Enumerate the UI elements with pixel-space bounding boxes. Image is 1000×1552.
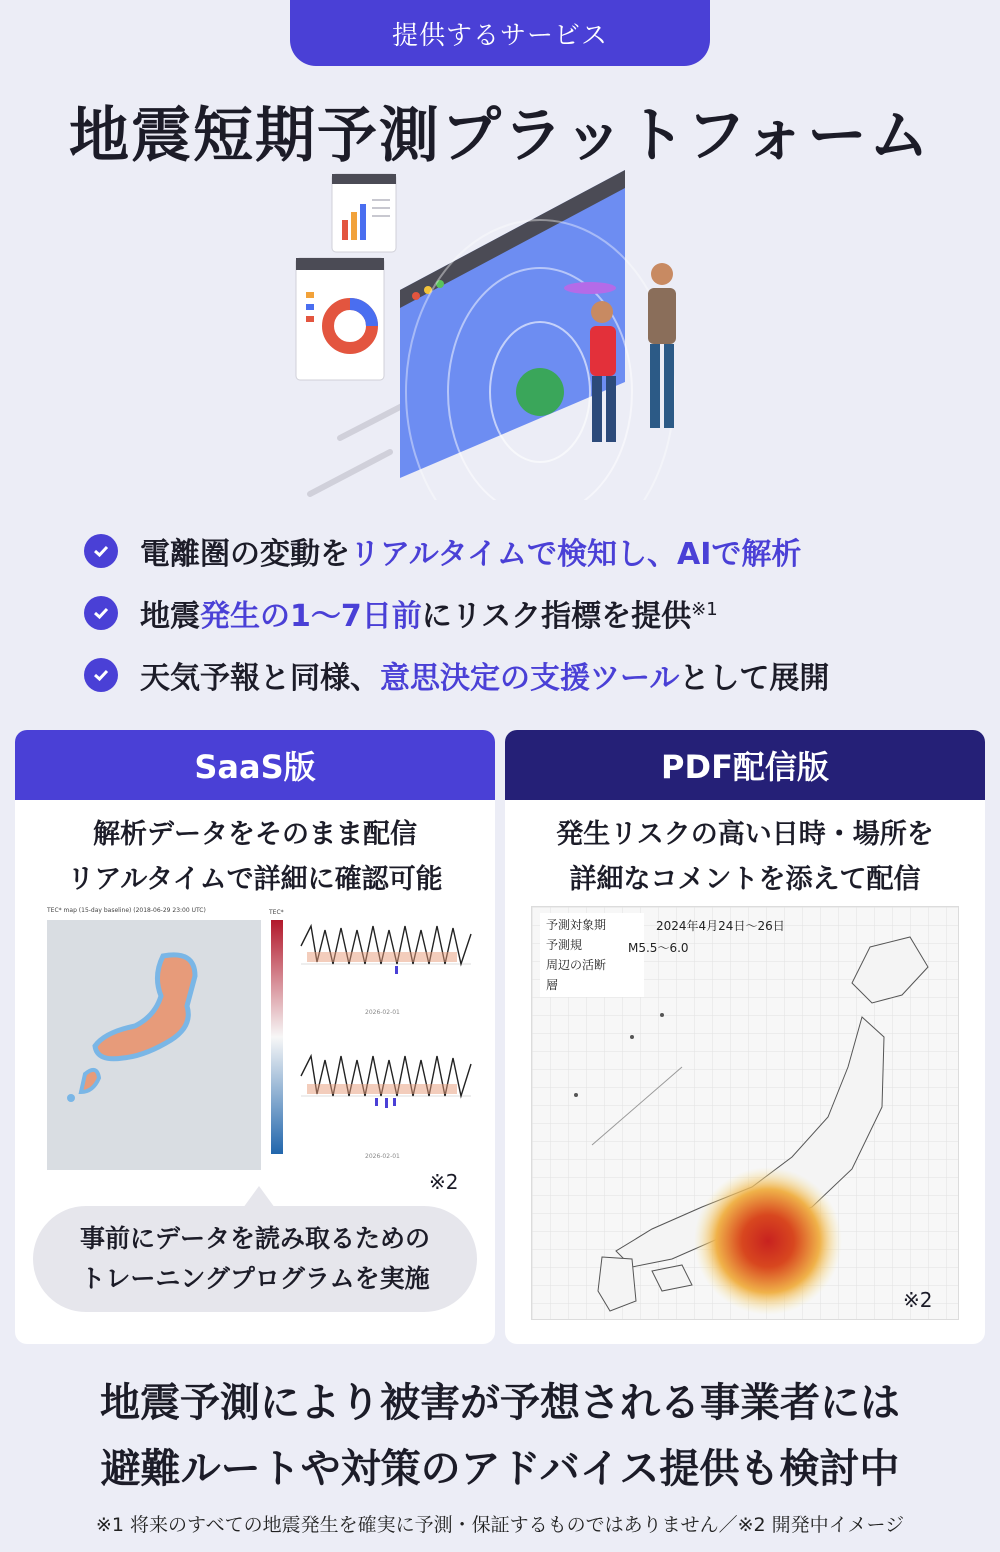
dev-image-note: ※2 (903, 1288, 933, 1312)
check-icon (84, 534, 118, 568)
saas-card-title: SaaS版 (15, 730, 495, 800)
legend-scale-value: M5.5〜6.0 (628, 941, 689, 955)
dev-image-note: ※2 (429, 1170, 459, 1194)
check-icon (84, 658, 118, 692)
feature-text: 地震発生の1〜7日前にリスク指標を提供$^{※1}$ (140, 599, 718, 634)
feature-text: 電離圏の変動をリアルタイムで検知し、AIで解析 (140, 537, 802, 572)
legend-period-label: 予測対象期 (546, 918, 607, 932)
analyst-figure (648, 263, 676, 428)
feature-item (84, 520, 944, 582)
saas-card (15, 730, 495, 1344)
legend-fault-label-cont: 層 (546, 978, 559, 992)
feature-list (84, 520, 944, 706)
tec-timeseries-bottom (301, 1056, 471, 1160)
main-screen (400, 170, 674, 500)
donut-chart-window (296, 258, 384, 380)
date-label: 2026-02-01 (365, 1153, 400, 1160)
tec-map-caption: TEC* map (15-day baseline) (2018-06-29 23:00 UTC) (47, 907, 206, 914)
legend-scale-label: 予測規 (546, 938, 583, 952)
feature-item (84, 582, 944, 644)
tec-timeseries-top (301, 926, 471, 1016)
footnote: ※1 将来のすべての地震発生を確実に予測・保証するものではありません／※2 開発中イメージ (95, 1514, 905, 1536)
feature-text: 天気予報と同様、意思決定の支援ツールとして展開 (140, 661, 830, 696)
training-speech-bubble: 事前にデータを読み取るための トレーニングプログラムを実施 (33, 1206, 477, 1312)
legend-fault-label: 周辺の活断 (546, 958, 607, 972)
conclusion-text: 地震予測により被害が予想される事業者には 避難ルートや対策のアドバイス提供も検討中 (100, 1380, 900, 1492)
page-title: 地震短期予測プラットフォーム (69, 101, 931, 171)
pdf-card (505, 730, 985, 1344)
legend-period-value: 2024年4月24日〜26日 (656, 919, 785, 933)
bar-chart-window (332, 174, 396, 252)
saas-card-description: 解析データをそのまま配信 リアルタイムで詳細に確認可能 (67, 819, 443, 895)
check-icon (84, 596, 118, 630)
pdf-card-title: PDF配信版 (505, 730, 985, 800)
speech-bubble-tail (243, 1186, 275, 1208)
pdf-card-description: 発生リスクの高い日時・場所を 詳細なコメントを添えて配信 (556, 819, 934, 895)
colorbar-label: TEC* (269, 909, 284, 916)
saas-dashboard-image (45, 906, 475, 1176)
platform-illustration (290, 160, 710, 500)
feature-item (84, 644, 944, 706)
risk-map (531, 906, 959, 1320)
date-label: 2026-02-01 (365, 1009, 400, 1016)
section-tag: 提供するサービス (290, 0, 710, 66)
